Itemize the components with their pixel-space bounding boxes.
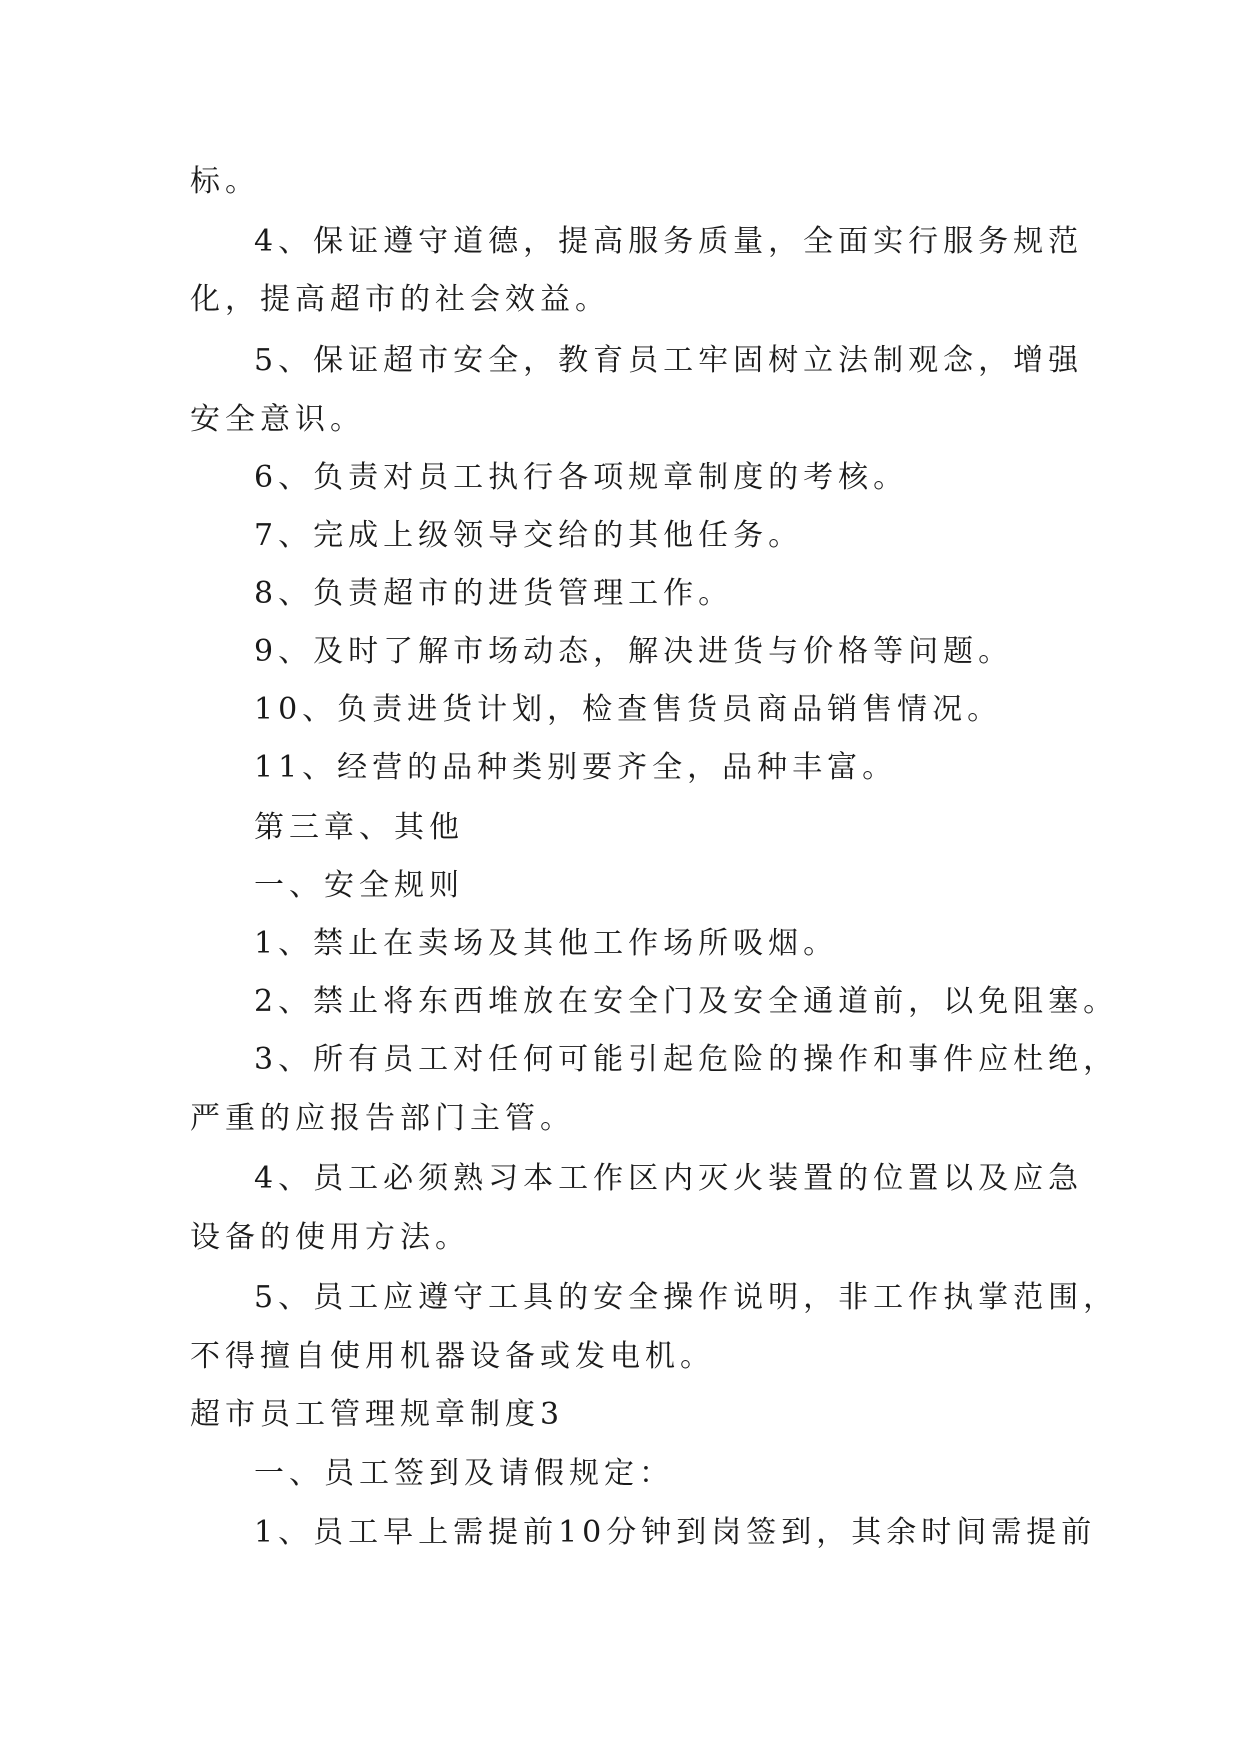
list-item-7: 7、完成上级领导交给的其他任务。 — [254, 518, 804, 553]
list-item-4: 4、保证遵守道德，提高服务质量，全面实行服务规范 — [254, 224, 1084, 259]
safety-rule-4-continuation: 设备的使用方法。 — [190, 1220, 470, 1255]
list-item-6: 6、负责对员工执行各项规章制度的考核。 — [254, 460, 909, 495]
paragraph-continuation: 标。 — [190, 164, 260, 199]
list-item-4-continuation: 化，提高超市的社会效益。 — [190, 282, 610, 317]
list-item-10: 10、负责进货计划，检查售货员商品销售情况。 — [254, 692, 1003, 727]
safety-rule-1: 1、禁止在卖场及其他工作场所吸烟。 — [254, 926, 839, 961]
attendance-rule-1: 1、员工早上需提前10分钟到岗签到，其余时间需提前 — [254, 1515, 1097, 1550]
safety-rule-4: 4、员工必须熟习本工作区内灭火装置的位置以及应急 — [254, 1161, 1084, 1196]
list-item-11: 11、经营的品种类别要齐全，品种丰富。 — [254, 750, 898, 785]
list-item-5: 5、保证超市安全，教育员工牢固树立法制观念，增强 — [254, 343, 1084, 378]
section-heading-attendance: 一、员工签到及请假规定： — [254, 1456, 674, 1491]
section-heading-safety: 一、安全规则 — [254, 868, 464, 903]
safety-rule-3-continuation: 严重的应报告部门主管。 — [190, 1101, 575, 1136]
safety-rule-5: 5、员工应遵守工具的安全操作说明，非工作执掌范围， — [254, 1280, 1119, 1315]
document-section-title: 超市员工管理规章制度3 — [190, 1397, 565, 1432]
chapter-heading: 第三章、其他 — [254, 810, 464, 845]
safety-rule-2: 2、禁止将东西堆放在安全门及安全通道前，以免阻塞。 — [254, 984, 1119, 1019]
list-item-9: 9、及时了解市场动态，解决进货与价格等问题。 — [254, 634, 1014, 669]
list-item-5-continuation: 安全意识。 — [190, 402, 365, 437]
safety-rule-5-continuation: 不得擅自使用机器设备或发电机。 — [190, 1339, 715, 1374]
list-item-8: 8、负责超市的进货管理工作。 — [254, 576, 734, 611]
safety-rule-3: 3、所有员工对任何可能引起危险的操作和事件应杜绝， — [254, 1042, 1119, 1077]
